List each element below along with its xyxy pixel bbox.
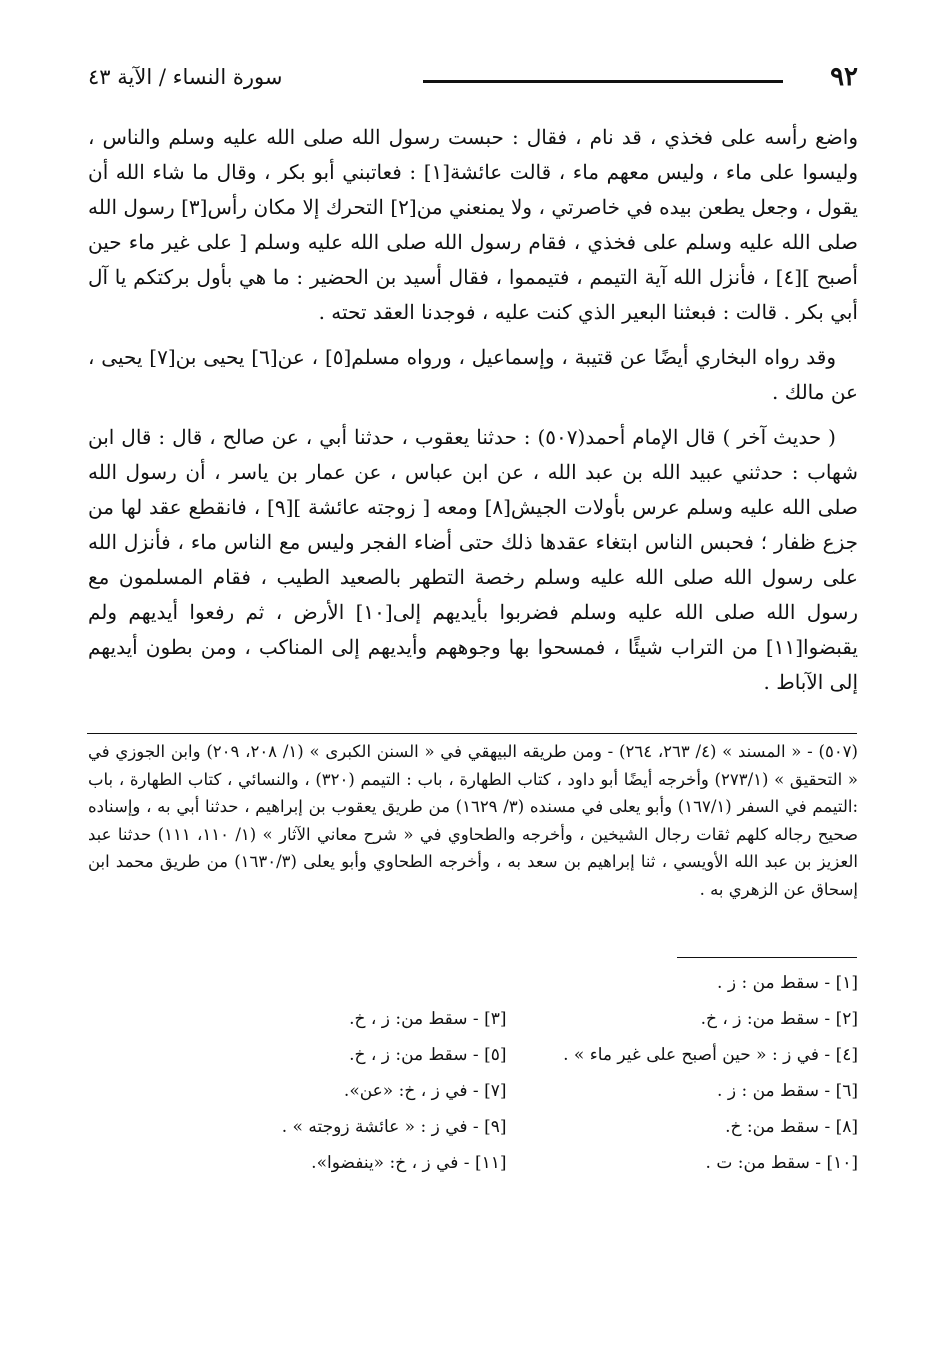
variant-note: [٥] - سقط من: ز ، خ. [349, 1045, 507, 1065]
page-header [88, 60, 858, 100]
footnote-divider [87, 733, 857, 734]
variant-note: [٢] - سقط من: ز ، خ. [700, 1009, 858, 1029]
variant-note: [٩] - في ز : « عائشة زوجته » . [281, 1117, 507, 1137]
header-rule [423, 80, 783, 83]
variants-divider [677, 957, 857, 958]
variant-note: [٦] - سقط من : ز . [717, 1081, 858, 1101]
variant-note: [١] - سقط من : ز . [717, 973, 858, 993]
variant-note: [١٠] - سقط من: ت . [705, 1153, 858, 1173]
variant-notes [175, 968, 858, 1178]
variant-note: [٨] - سقط من: خ. [725, 1117, 858, 1137]
variant-note: [١١] - في ز ، خ: «ينفضوا». [311, 1153, 507, 1173]
paragraph: ( حديث آخر ) قال الإمام أحمد(٥٠٧) : حدثنا يعقوب ، حدثنا أبي ، عن صالح ، قال : قال ابن شهاب : حدثني عبيد الله بن عبد الله ، عن ابن عباس ، عن عمار بن ياسر ، أن رسول الله صلى الله عليه وسلم عرس بأولات الجيش[٨] ومعه [ زوجته عائشة ][٩] ، فانقطع عقد لها من جزع ظفار ؛ فحبس الناس ابتغاء عقدها ذلك حتى أضاء الفجر وليس مع الناس ماء ، فأنزل الله على رسول الله صلى الله عليه وسلم رخصة التطهر بالصعيد الطيب ، فقام المسلمون مع رسول الله صلى الله عليه وسلم فضربوا بأيديهم إلى[١٠] الأرض ، ثم رفعوا أيديهم ولم يقبضوا[١١] من التراب شيئًا ، فمسحوا بها وجوههم وأيديهم إلى المناكب ، ومن بطون أيديهم إلى الآباط . [88, 425, 858, 694]
page-number: ٩٢ [830, 62, 858, 92]
footnote: (٥٠٧) - « المسند » (٤/ ٢٦٣، ٢٦٤) - ومن طريقه البيهقي في « السنن الكبرى » (١/ ٢٠٨، ٢٠٩) وابن الجوزي في « التحقيق » (٢٧٣/١) وأخرجه أيضًا أبو داود ، كتاب الطهارة ، باب : التيمم (٣٢٠) ، والنسائي ، كتاب الطهارة ، باب :التيمم في السفر (١٦٧/١) وأبو يعلى في مسنده (٣/ ١٦٢٩) من طريق يعقوب بن إبراهيم ، حدثنا أبي به ، وإسناده صحيح رجاله كلهم ثقات رجال الشيخين ، وأخرجه والطحاوي في « شرح معاني الآثار » (١/ ١١٠، ١١١) حدثنا عبد العزيز بن عبد الله الأويسي ، ثنا إبراهيم بن سعد به ، وأخرجه الطحاوي وأبو يعلى (١٦٣٠/٣) من طريق محمد ابن إسحاق عن الزهري به . [88, 742, 859, 899]
variant-note [175, 968, 507, 998]
paragraph: واضع رأسه على فخذي ، قد نام ، فقال : حبست رسول الله صلى الله عليه وسلم والناس ، وليسوا على ماء ، وليس معهم ماء ، قالت عائشة[١] : فعاتبني أبو بكر ، وقال ما شاء الله أن يقول ، وجعل يطعن بيده في خاصرتي ، ولا يمنعني من[٢] التحرك إلا مكان رأس[٣] رسول الله صلى الله عليه وسلم على فخذي ، فقام رسول الله صلى الله عليه وسلم [ على غير ماء حين أصبح ][٤] ، فأنزل الله آية التيمم ، فتيمموا ، فقال أسيد بن الحضير : ما هي بأول بركتكم يا آل أبي بكر . قالت : فبعثنا البعير الذي كنت عليه ، فوجدنا العقد تحته . [88, 125, 858, 324]
variant-note: [٧] - في ز ، خ: «عن». [343, 1081, 507, 1101]
variant-note: [٣] - سقط من: ز ، خ. [349, 1009, 507, 1029]
variant-note: [٤] - في ز : « حين أصبح على غير ماء » . [563, 1045, 858, 1065]
paragraph: وقد رواه البخاري أيضًا عن قتيبة ، وإسماعيل ، ورواه مسلم[٥] ، عن[٦] يحيى بن[٧] يحيى ، عن مالك . [88, 345, 858, 404]
running-title: سورة النساء / الآية ٤٣ [88, 65, 283, 89]
main-text [88, 120, 858, 710]
